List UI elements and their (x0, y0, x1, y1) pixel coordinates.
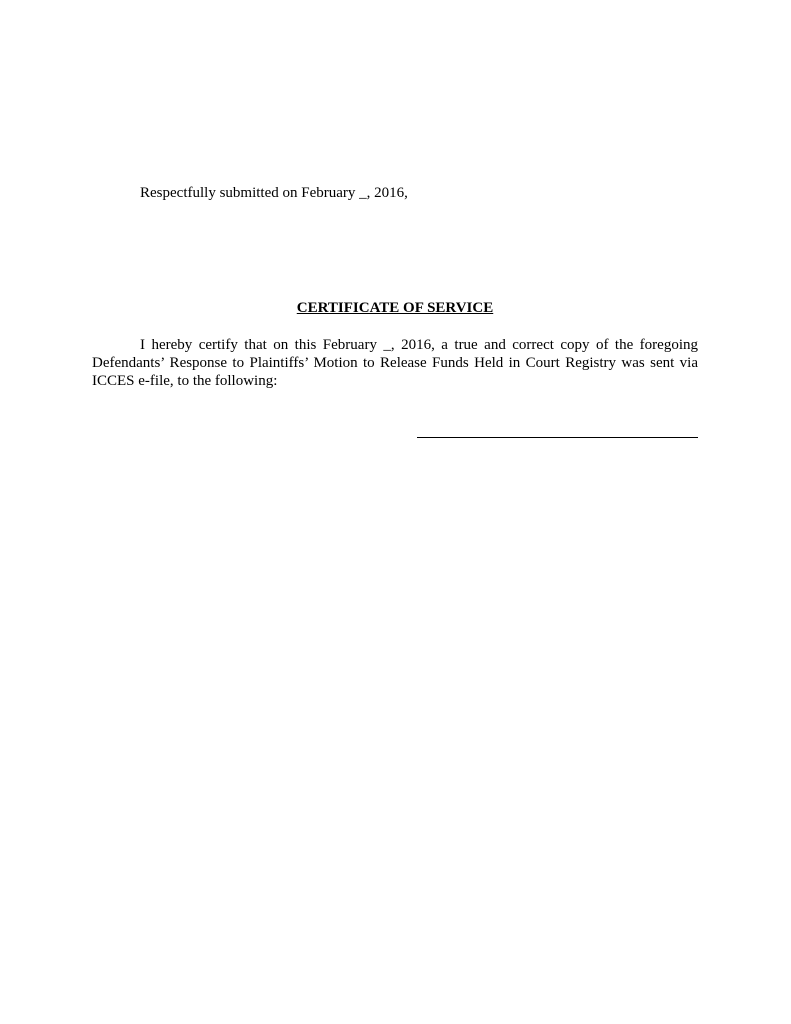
submission-statement: Respectfully submitted on February _, 2016, (140, 185, 408, 201)
certificate-heading: CERTIFICATE OF SERVICE (296, 300, 494, 316)
certificate-body: I hereby certify that on this February _, 2016, a true and correct copy of the foregoing Defendants’ Response to Plaintiffs’ Motion to Release Funds Held in Court Registry was sent via ICCES e-file, to the following: (92, 337, 698, 389)
signature-line (417, 437, 698, 438)
